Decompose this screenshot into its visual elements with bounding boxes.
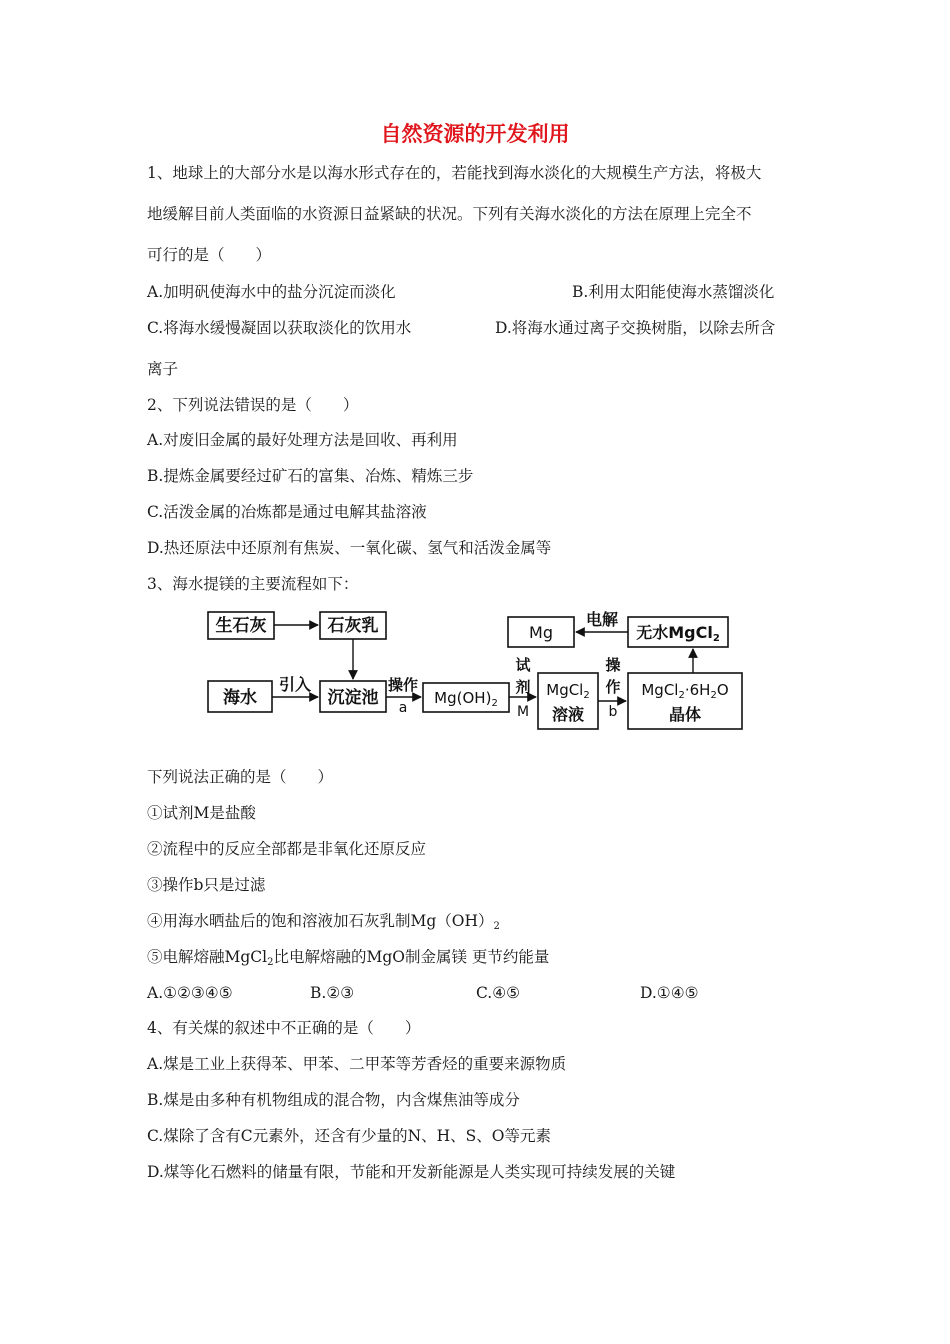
q4-stem: 4、有关煤的叙述中不正确的是（ ） xyxy=(147,1019,421,1037)
label-introduce: 引入 xyxy=(278,675,312,694)
label-settling-tank: 沉淀池 xyxy=(327,688,379,708)
label-solution: 溶液 xyxy=(551,705,585,724)
q1-stem-line2: 地缓解目前人类面临的水资源日益紧缺的状况。下列有关海水淡化的方法在原理上完全不 xyxy=(147,205,752,223)
label-lime-milk: 石灰乳 xyxy=(327,616,379,636)
q4-option-a: A.煤是工业上获得苯、甲苯、二甲苯等芳香烃的重要来源物质 xyxy=(147,1055,567,1073)
label-operation-a-word: 操作 xyxy=(387,676,419,694)
q3-option-a: A.①②③④⑤ xyxy=(147,984,233,1002)
q3-statement-3: ③操作b只是过滤 xyxy=(147,876,266,894)
q3-option-d: D.①④⑤ xyxy=(640,984,699,1002)
q3-option-b: B.②③ xyxy=(310,984,355,1002)
label-reagent-char1: 试 xyxy=(515,656,531,674)
label-magnesium-chloride: MgCl$_2$ xyxy=(546,681,590,701)
q4-option-d: D.煤等化石燃料的储量有限，节能和开发新能源是人类实现可持续发展的关键 xyxy=(147,1163,676,1181)
q3-statement-2: ②流程中的反应全部都是非氧化还原反应 xyxy=(147,840,427,858)
q3-prompt: 下列说法正确的是（ ） xyxy=(147,768,334,786)
q3-statement-4: ④用海水晒盐后的饱和溶液加石灰乳制$Mg(OH)_2$ xyxy=(147,912,500,932)
magnesium-extraction-flowchart xyxy=(203,604,745,738)
label-reagent-char2: 剂 xyxy=(515,678,531,696)
label-operation-b-char1: 操 xyxy=(605,656,621,674)
q1-stem-line1: 1、地球上的大部分水是以海水形式存在的，若能找到海水淡化的大规模生产方法，将极大 xyxy=(147,164,762,182)
label-magnesium-hydroxide: $Mg(OH)_2$ xyxy=(434,689,498,709)
label-quicklime: 生石灰 xyxy=(215,616,267,636)
page-title: 自然资源的开发利用 xyxy=(380,122,570,146)
q1-option-c: C.将海水缓慢凝固以获取淡化的饮用水 xyxy=(147,319,412,337)
q1-option-a: A.加明矾使海水中的盐分沉淀而淡化 xyxy=(147,283,396,301)
label-anhydrous-magnesium-chloride: 无水MgCl2 xyxy=(636,623,720,644)
label-operation-a-letter: a xyxy=(398,700,408,716)
q1-option-b: B.利用太阳能使海水蒸馏淡化 xyxy=(572,283,775,301)
q2-option-d: D.热还原法中还原剂有焦炭、一氧化碳、氢气和活泼金属等 xyxy=(147,539,552,557)
label-magnesium-chloride-hexahydrate: $MgCl_2\cdot 6H_2O$ xyxy=(641,681,729,701)
label-operation-b-letter: b xyxy=(608,704,618,720)
q1-option-d: D.将海水通过离子交换树脂，以除去所含 xyxy=(495,319,776,337)
q2-option-c: C.活泼金属的冶炼都是通过电解其盐溶液 xyxy=(147,503,427,521)
q4-option-c: C.煤除了含有C元素外，还含有少量的N、H、S、O等元素 xyxy=(147,1127,552,1145)
q3-stem: 3、海水提镁的主要流程如下： xyxy=(147,575,359,593)
q2-stem: 2、下列说法错误的是（ ） xyxy=(147,396,359,414)
q3-statement-5: ⑤电解熔融MgCl$_2$比电解熔融的MgO制金属镁 更节约能量 xyxy=(147,948,550,968)
q4-option-b: B.煤是由多种有机物组成的混合物，内含煤焦油等成分 xyxy=(147,1091,520,1109)
q3-option-c: C.④⑤ xyxy=(476,984,521,1002)
label-operation-b-char2: 作 xyxy=(605,678,621,696)
q2-option-a: A.对废旧金属的最好处理方法是回收、再利用 xyxy=(147,431,458,449)
label-reagent-m: M xyxy=(516,704,530,720)
label-seawater: 海水 xyxy=(223,688,257,708)
q1-stem-line3: 可行的是（ ） xyxy=(147,246,272,264)
label-electrolysis: 电解 xyxy=(585,610,619,629)
q2-option-b: B.提炼金属要经过矿石的富集、冶炼、精炼三步 xyxy=(147,467,474,485)
label-magnesium: Mg xyxy=(529,623,553,642)
label-crystal: 晶体 xyxy=(668,705,702,724)
q1-option-d-continued: 离子 xyxy=(147,360,179,378)
q3-statement-1: ①试剂M是盐酸 xyxy=(147,804,256,822)
